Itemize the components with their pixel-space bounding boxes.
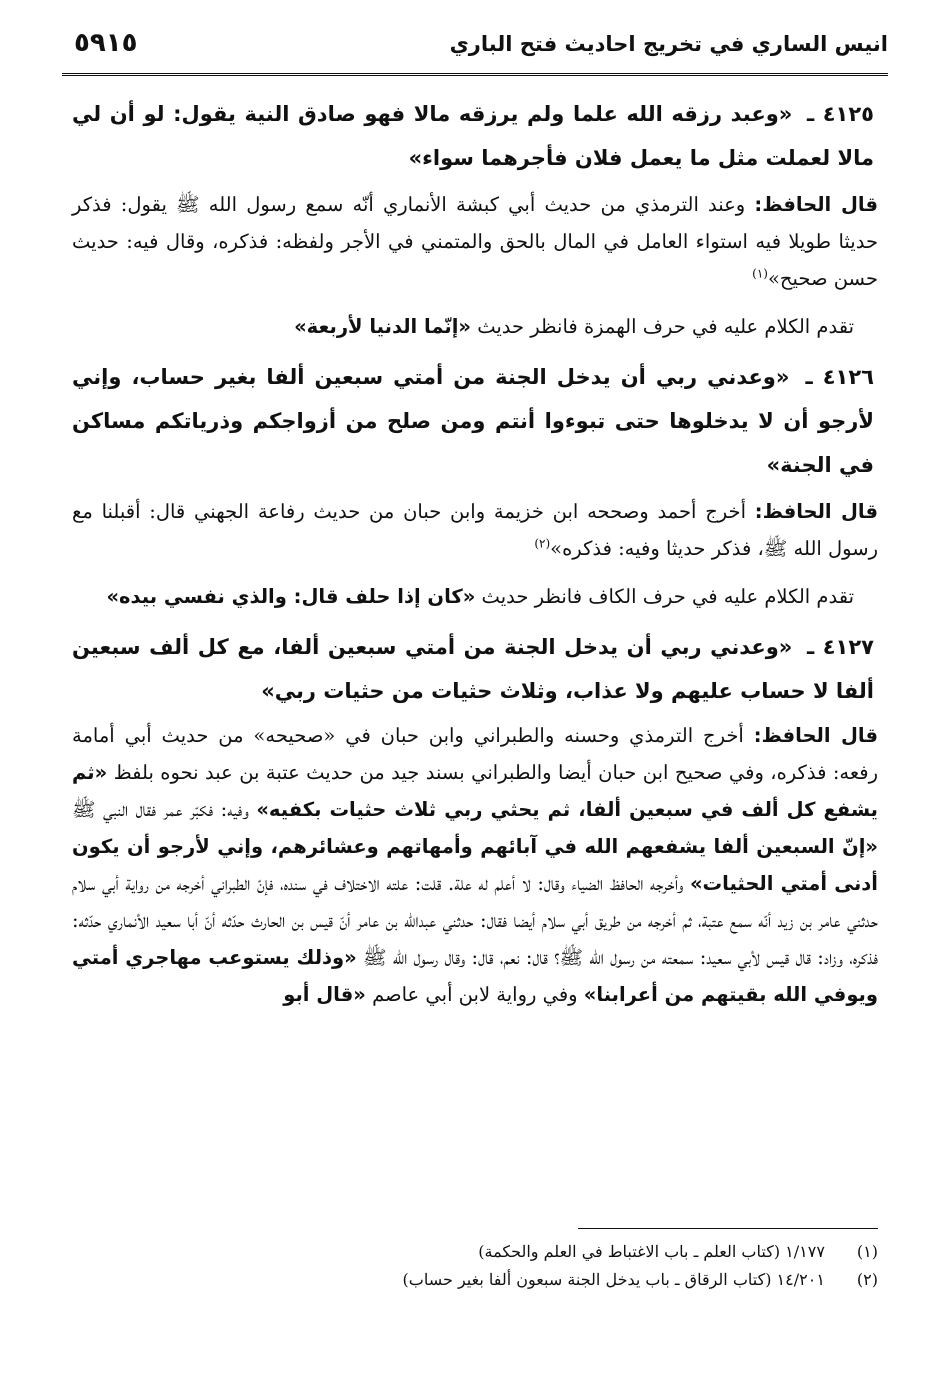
cross-reference-title: «كان إذا حلف قال: والذي نفسي بيده» — [106, 585, 476, 608]
commentary-segment: وأخرجه الحافظ الضياء وقال: لا أعلم له علة. قلت: علته الاختلاف في سنده، فإنّ الطبراني أخرجه من رواية أبي سلام حدثني عامر بن زيد أنّه سمع عتبة، ثم أخرجه من طريق أبي سلام أيضا فقال: حدثني عبدالله بن عامر أنّ قيس بن الحارث حدّثه أنّ أبا سعيد الأنماري حدّثه: فذكره، وزاد: قال قيس لأبي سعيد: سمعته من رسول الله ﷺ؟ قال: نعم، قال: وقال رسول الله ﷺ — [72, 872, 879, 969]
running-header — [62, 24, 888, 76]
commentary-quote: «قال أبو — [283, 983, 366, 1006]
commentary-quote: «إنّ السبعين ألفا يشفعهم الله في آبائهم وأمهاتهم وعشائرهم، وإني لأرجو أن يكون أدنى أمتي الحثيات» — [72, 835, 878, 895]
commentary — [72, 186, 878, 297]
hadith-text: «وعدني ربي أن يدخل الجنة من أمتي سبعين ألفا، مع كل ألف سبعين ألفا لا حساب عليهم ولا عذاب، وثلاث حثيات من حثيات ربي» — [72, 635, 874, 703]
commentary-label: قال الحافظ: — [753, 724, 879, 747]
footnote-marker: (٢) — [534, 536, 551, 551]
hadith-number: ٤١٢٧ ـ — [806, 635, 874, 659]
cross-reference-text: تقدم الكلام عليه في حرف الكاف فانظر حديث — [481, 585, 854, 608]
footnote-item — [72, 1238, 878, 1266]
footnote-number: (١) — [856, 1242, 878, 1261]
footnote-rule — [578, 1228, 878, 1229]
commentary — [72, 717, 878, 1013]
commentary-text: وعند الترمذي من حديث أبي كبشة الأنماري أنّه سمع رسول الله ﷺ يقول: فذكر حديثا طويلا فيه استواء العامل في المال بالحق والمتمني في الأجر ولفظه: فذكره، وقال فيه: حديث حسن صحيح» — [72, 193, 878, 290]
hadith-4127 — [72, 625, 878, 713]
footnote-marker: (١) — [752, 266, 768, 281]
commentary-label: قال الحافظ: — [754, 193, 878, 216]
header-rule — [62, 73, 888, 76]
cross-reference — [72, 577, 878, 617]
cross-reference — [72, 307, 878, 347]
commentary-quote: «وذلك يستوعب مهاجري أمتي ويوفي الله بقيتهم من أعرابنا» — [72, 946, 878, 1006]
commentary-segment: وفي رواية لابن أبي عاصم — [365, 983, 584, 1006]
hadith-4126 — [72, 355, 878, 487]
page-number: ٥٩١٥ — [74, 28, 138, 58]
hadith-text: «وعدني ربي أن يدخل الجنة من أمتي سبعين ألفا بغير حساب، وإني لأرجو أن لا يدخلوها حتى تبوءوا أنتم ومن صلح من أزواجكم وذرياتكم مساكن في الجنة» — [72, 365, 874, 477]
hadith-number: ٤١٢٦ ـ — [805, 365, 875, 389]
commentary-segment: وفيه: فكبّر عمر فقال النبي ﷺ — [72, 798, 257, 821]
commentary — [72, 493, 878, 567]
footnotes — [72, 1238, 878, 1294]
cross-reference-text: تقدم الكلام عليه في حرف الهمزة فانظر حديث — [477, 315, 854, 338]
commentary-quote: «ثم يشفع كل ألف في سبعين ألفا، ثم يحثي ربي ثلاث حثيات بكفيه» — [72, 761, 878, 821]
commentary-segment: أخرج الترمذي وحسنه والطبراني وابن حبان في «صحيحه» من حديث أبي أمامة رفعه: فذكره، وفي صحيح ابن حبان أيضا والطبراني بسند جيد من حديث عتبة بن عبد نحوه بلفظ — [72, 724, 878, 784]
hadith-4125 — [72, 92, 878, 180]
footnote-text: ١٤/٢٠١ (كتاب الرقاق ـ باب يدخل الجنة سبعون ألفا بغير حساب) — [402, 1270, 825, 1289]
hadith-text: «وعبد رزقه الله علما ولم يرزقه مالا فهو صادق النية يقول: لو أن لي مالا لعملت مثل ما يعمل فلان فأجرهما سواء» — [72, 102, 874, 170]
footnote-text: ١/١٧٧ (كتاب العلم ـ باب الاغتباط في العلم والحكمة) — [478, 1242, 825, 1261]
footnote-number: (٢) — [856, 1270, 878, 1289]
footnote-item — [72, 1266, 878, 1294]
commentary-label: قال الحافظ: — [754, 500, 878, 523]
cross-reference-title: «إنّما الدنيا لأربعة» — [294, 315, 472, 338]
hadith-number: ٤١٢٥ ـ — [806, 102, 874, 126]
page-body — [72, 88, 878, 1013]
book-title: انيس الساري في تخريج احاديث فتح الباري — [449, 32, 888, 56]
commentary-text: أخرج أحمد وصححه ابن خزيمة وابن حبان من حديث رفاعة الجهني قال: أقبلنا مع رسول الله ﷺ، فذكر حديثا وفيه: فذكره» — [72, 500, 878, 560]
